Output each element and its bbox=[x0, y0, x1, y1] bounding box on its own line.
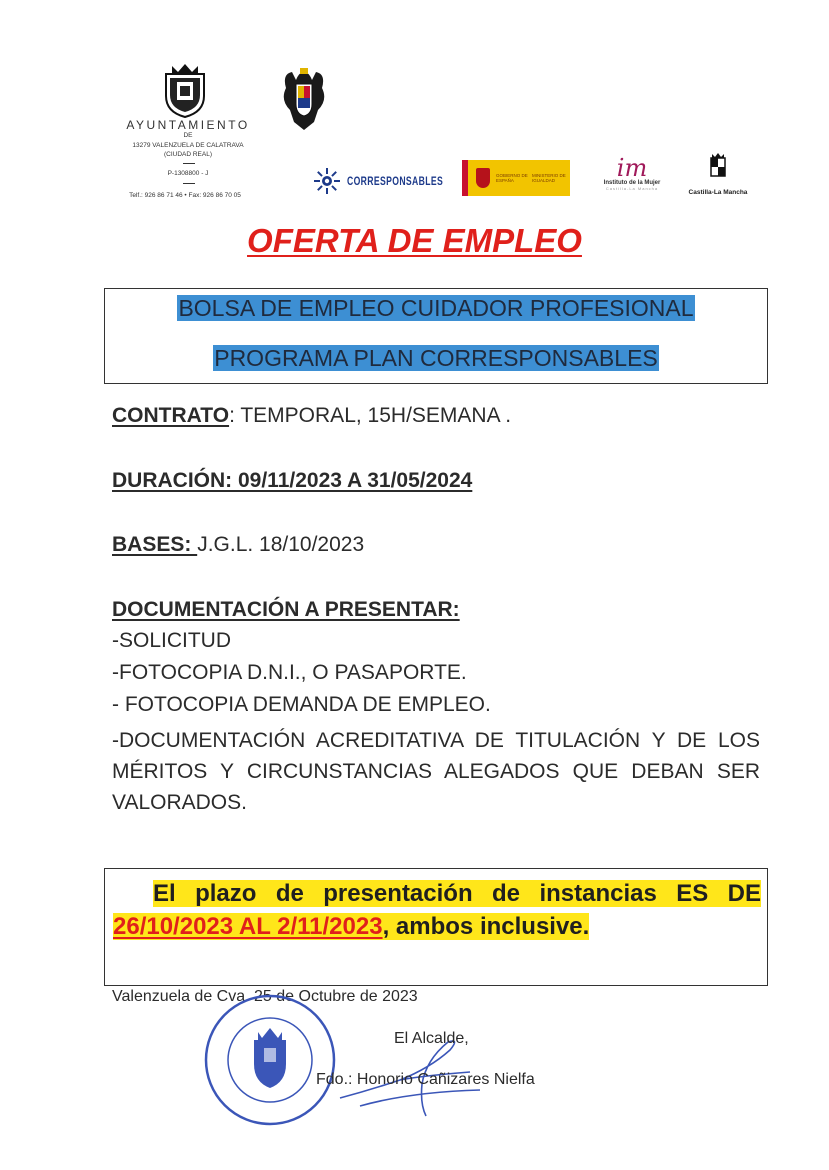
municipality-province: (CIUDAD REAL) bbox=[163, 151, 213, 158]
bases-value: J.G.L. 18/10/2023 bbox=[197, 533, 365, 556]
bases-row bbox=[112, 533, 364, 557]
duracion-row bbox=[112, 469, 472, 493]
instituto-name: Instituto de la Mujer bbox=[603, 180, 661, 186]
documentacion-heading: DOCUMENTACIÓN A PRESENTAR: bbox=[112, 598, 460, 621]
page-title: OFERTA DE EMPLEO bbox=[247, 222, 582, 259]
municipality-phone: Telf.: 926 86 71 46 • Fax: 926 86 70 05 bbox=[129, 192, 241, 199]
documentacion-item: - FOTOCOPIA DEMANDA DE EMPLEO. bbox=[112, 693, 491, 716]
divider bbox=[183, 163, 195, 164]
bolsa-box bbox=[104, 288, 768, 384]
municipality-address: 13279 VALENZUELA DE CALATRAVA bbox=[132, 142, 244, 149]
plazo-outro: , ambos inclusive. bbox=[382, 913, 590, 940]
place-date: Valenzuela de Cva. 25 de Octubre de 2023 bbox=[112, 988, 418, 1005]
im-mark: im bbox=[616, 154, 648, 182]
clm-name: Castilla-La Mancha bbox=[688, 189, 748, 196]
spain-shield-icon bbox=[476, 168, 490, 188]
corresponsables-logo bbox=[313, 164, 481, 198]
bases-label: BASES: bbox=[112, 533, 198, 556]
instituto-sub: Castilla-La Mancha bbox=[605, 186, 659, 191]
flag-stripe bbox=[462, 160, 468, 196]
plazo-box bbox=[104, 868, 768, 986]
plazo-intro: El plazo de presentación de instancias ES DE bbox=[153, 880, 761, 907]
ministerio-label: MINISTERIO DE IGUALDAD bbox=[532, 173, 566, 183]
documentacion-item: -FOTOCOPIA D.N.I., O PASAPORTE. bbox=[112, 661, 467, 684]
contrato-value: : TEMPORAL, 15H/SEMANA . bbox=[229, 404, 512, 427]
divider bbox=[183, 183, 195, 184]
contrato-row bbox=[112, 404, 511, 428]
contrato-label: CONTRATO bbox=[112, 404, 230, 427]
eagle-crest-icon bbox=[280, 66, 328, 132]
corresponsables-label: CORRESPONSABLES bbox=[347, 174, 444, 188]
gobierno-label: GOBIERNO DE ESPAÑA bbox=[496, 173, 528, 183]
castilla-la-mancha-logo bbox=[678, 152, 758, 198]
plazo-text bbox=[113, 877, 761, 943]
alcalde-role: El Alcalde, bbox=[394, 1030, 469, 1047]
municipality-crest-icon bbox=[160, 62, 210, 118]
bolsa-line-1: BOLSA DE EMPLEO CUIDADOR PROFESIONAL bbox=[178, 295, 694, 321]
duracion-label: DURACIÓN: 09/11/2023 A 31/05/2024 bbox=[112, 469, 473, 492]
documentacion-item: -DOCUMENTACIÓN ACREDITATIVA DE TITULACIÓN Y DE LOS MÉRITOS Y CIRCUNSTANCIAS ALEGADOS QUE DEBAN SER VALORADOS. bbox=[112, 729, 760, 814]
bolsa-line-2: PROGRAMA PLAN CORRESPONSABLES bbox=[214, 345, 658, 371]
gobierno-espana-logo bbox=[462, 160, 570, 196]
signed-by: Fdo.: Honorio Cañizares Nielfa bbox=[316, 1071, 535, 1088]
plazo-dates: 26/10/2023 AL 2/11/2023 bbox=[113, 913, 383, 940]
documentacion-item: -SOLICITUD bbox=[112, 629, 232, 652]
sunburst-icon bbox=[313, 167, 341, 195]
municipality-name: AYUNTAMIENTO bbox=[126, 118, 250, 132]
instituto-mujer-logo bbox=[592, 156, 672, 198]
clm-crest-icon bbox=[708, 152, 728, 182]
municipality-cif: P-1308800 - J bbox=[167, 170, 209, 177]
official-stamp-icon bbox=[200, 990, 340, 1130]
municipality-de: DE bbox=[183, 132, 193, 139]
